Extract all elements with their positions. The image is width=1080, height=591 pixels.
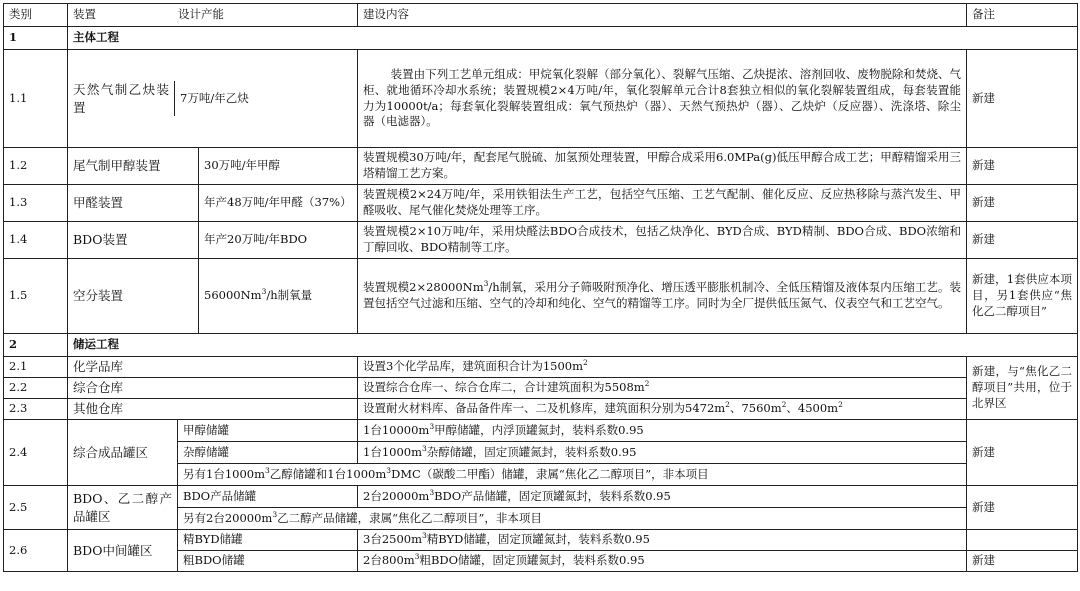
row-no: 2.5 bbox=[4, 486, 68, 530]
sub-item-name: 精BYD储罐 bbox=[178, 530, 358, 551]
construction-content: 装置由下列工艺单元组成：甲烷氧化裂解（部分氧化）、裂解气压缩、乙炔提浓、溶剂回收、废物脱除和焚烧、气柜、就地循环冷却水系统；装置规模2×4万吨/年，氧化裂解单元合计8套独立相似的氧化裂解装置组成，每套装置能力为10000t/a；每套氧化裂解装置组成：氧气预热炉（器）、天然气预热炉（器）、乙炔炉（反应器）、洗涤塔、除尘器（电滤器）。 bbox=[358, 50, 967, 148]
construction-content: 设置3个化学品库，建筑面积合计为$1500m^2$ bbox=[358, 357, 967, 378]
construction-content: 装置规模$2\times 28000Nm^3/h$制氧，采用分子筛吸附预净化、增压透平膨胀机制冷、全低压精馏及液体泵内压缩工艺。装置包括空气过滤和压缩、空气的冷却和纯化、空气的精馏等工序。同时为全厂提供低压氮气、仪表空气和工艺空气。 bbox=[358, 259, 967, 334]
header-unit: 装置 bbox=[73, 7, 96, 22]
remark: 新建 bbox=[967, 420, 1078, 486]
remark: 新建 bbox=[967, 551, 1078, 572]
unit-name: BDO装置 bbox=[73, 232, 128, 248]
construction-content: 3台$2500m^3$精BYD储罐，固定顶罐氮封，装料系数0.95 bbox=[358, 530, 967, 551]
capacity: 7万吨/年乙炔 bbox=[174, 81, 357, 116]
unit-name: 化学品库 bbox=[68, 357, 358, 378]
note: 另有1台$1000m^3$乙醇储罐和1台$1000m^3DMC$（碳酸二甲酯）储罐，隶属“焦化乙二醇项目”，非本项目 bbox=[178, 464, 967, 486]
table-row bbox=[4, 357, 1078, 378]
project-composition-table bbox=[3, 3, 1078, 572]
header-remark: 备注 bbox=[967, 4, 1078, 27]
row-no: 1.2 bbox=[4, 148, 68, 185]
construction-content: 2台$800m^3$粗BDO储罐，固定顶罐氮封，装料系数0.95 bbox=[358, 551, 967, 572]
construction-content: 1台$10000m^3$甲醇储罐，内浮顶罐氮封，装料系数0.95 bbox=[358, 420, 967, 442]
unit-name: BDO、乙二醇产品罐区 bbox=[68, 486, 178, 530]
remark: 新建 bbox=[967, 185, 1078, 222]
unit-name: 尾气制甲醇装置 bbox=[73, 158, 161, 174]
table-row bbox=[4, 530, 1078, 551]
unit-name: 空分装置 bbox=[73, 288, 124, 304]
row-no: 2.6 bbox=[4, 530, 68, 572]
capacity: 30万吨/年甲醇 bbox=[198, 148, 357, 184]
remark: 新建 bbox=[967, 148, 1078, 185]
unit-name: 综合仓库 bbox=[68, 378, 358, 399]
table-row bbox=[4, 399, 1078, 420]
row-no: 2.3 bbox=[4, 399, 68, 420]
row-no: 2.2 bbox=[4, 378, 68, 399]
section-row bbox=[4, 27, 1078, 50]
section-title: 主体工程 bbox=[68, 27, 1078, 50]
sub-item-name: BDO产品储罐 bbox=[178, 486, 358, 508]
sub-item-name: 杂醇储罐 bbox=[178, 442, 358, 464]
row-no: 1.3 bbox=[4, 185, 68, 222]
row-no: 1.5 bbox=[4, 259, 68, 334]
section-row bbox=[4, 334, 1078, 357]
remark: 新建 bbox=[967, 50, 1078, 148]
unit-name: 其他仓库 bbox=[68, 399, 358, 420]
table-row bbox=[4, 378, 1078, 399]
remark: 新建，1套供应本项目，另1套供应“焦化乙二醇项目” bbox=[967, 259, 1078, 334]
unit-name: 综合成品罐区 bbox=[68, 420, 178, 486]
header-capacity: 设计产能 bbox=[178, 7, 224, 22]
section-no: 1 bbox=[4, 27, 68, 50]
table-row bbox=[4, 420, 1078, 442]
construction-content: 设置耐火材料库、备品备件库一、二及机修库，建筑面积分别为$5472m^2$、$7560m^2$、$4500m^2$ bbox=[358, 399, 967, 420]
construction-content: 装置规模2×10万吨/年，采用炔醛法BDO合成技术，包括乙炔净化、BYD合成、BYD精制、BDO合成、BDO浓缩和丁醇回收、BDO精制等工序。 bbox=[358, 222, 967, 259]
table-row bbox=[4, 259, 1078, 334]
capacity: 年产48万吨/年甲醛（37%） bbox=[198, 185, 357, 221]
table-row bbox=[4, 148, 1078, 185]
unit-name: 甲醛装置 bbox=[73, 195, 124, 211]
construction-content: 装置规模30万吨/年，配套尾气脱硫、加氢预处理装置，甲醇合成采用6.0MPa(g)低压甲醇合成工艺；甲醇精馏采用三塔精馏工艺方案。 bbox=[358, 148, 967, 185]
remark: 新建 bbox=[967, 222, 1078, 259]
construction-content: 设置综合仓库一、综合仓库二，合计建筑面积为$5508m^2$ bbox=[358, 378, 967, 399]
unit-name: BDO中间罐区 bbox=[68, 530, 178, 572]
sub-item-name: 粗BDO储罐 bbox=[178, 551, 358, 572]
capacity: 年产20万吨/年BDO bbox=[198, 222, 357, 258]
table-row bbox=[4, 185, 1078, 222]
construction-content: 装置规模2×24万吨/年，采用铁钼法生产工艺，包括空气压缩、工艺气配制、催化反应、反应热移除与蒸汽发生、甲醛吸收、尾气催化焚烧处理等工序。 bbox=[358, 185, 967, 222]
row-no: 1.1 bbox=[4, 50, 68, 148]
table-row bbox=[4, 50, 1078, 148]
construction-content: 2台$20000m^3BDO$产品储罐，固定顶罐氮封，装料系数0.95 bbox=[358, 486, 967, 508]
header-category: 类别 bbox=[4, 4, 68, 27]
capacity: 56000Nm$^3$/h制氧量 bbox=[198, 259, 357, 333]
header-row bbox=[4, 4, 1078, 27]
unit-name: 天然气制乙炔装置 bbox=[73, 82, 169, 115]
section-no: 2 bbox=[4, 334, 68, 357]
header-content: 建设内容 bbox=[358, 4, 967, 27]
table-row bbox=[4, 222, 1078, 259]
construction-content: 1台$1000m^3$杂醇储罐，固定顶罐氮封，装料系数0.95 bbox=[358, 442, 967, 464]
table-row bbox=[4, 486, 1078, 508]
note: 另有2台$20000m^3$乙二醇产品储罐，隶属“焦化乙二醇项目”，非本项目 bbox=[178, 508, 967, 530]
section-title: 储运工程 bbox=[68, 334, 1078, 357]
remark bbox=[967, 530, 1078, 551]
header-unit-capacity bbox=[68, 4, 358, 27]
remark: 新建，与“焦化乙二醇项目”共用，位于北界区 bbox=[967, 357, 1078, 420]
row-no: 1.4 bbox=[4, 222, 68, 259]
remark: 新建 bbox=[967, 486, 1078, 530]
row-no: 2.1 bbox=[4, 357, 68, 378]
sub-item-name: 甲醇储罐 bbox=[178, 420, 358, 442]
row-no: 2.4 bbox=[4, 420, 68, 486]
